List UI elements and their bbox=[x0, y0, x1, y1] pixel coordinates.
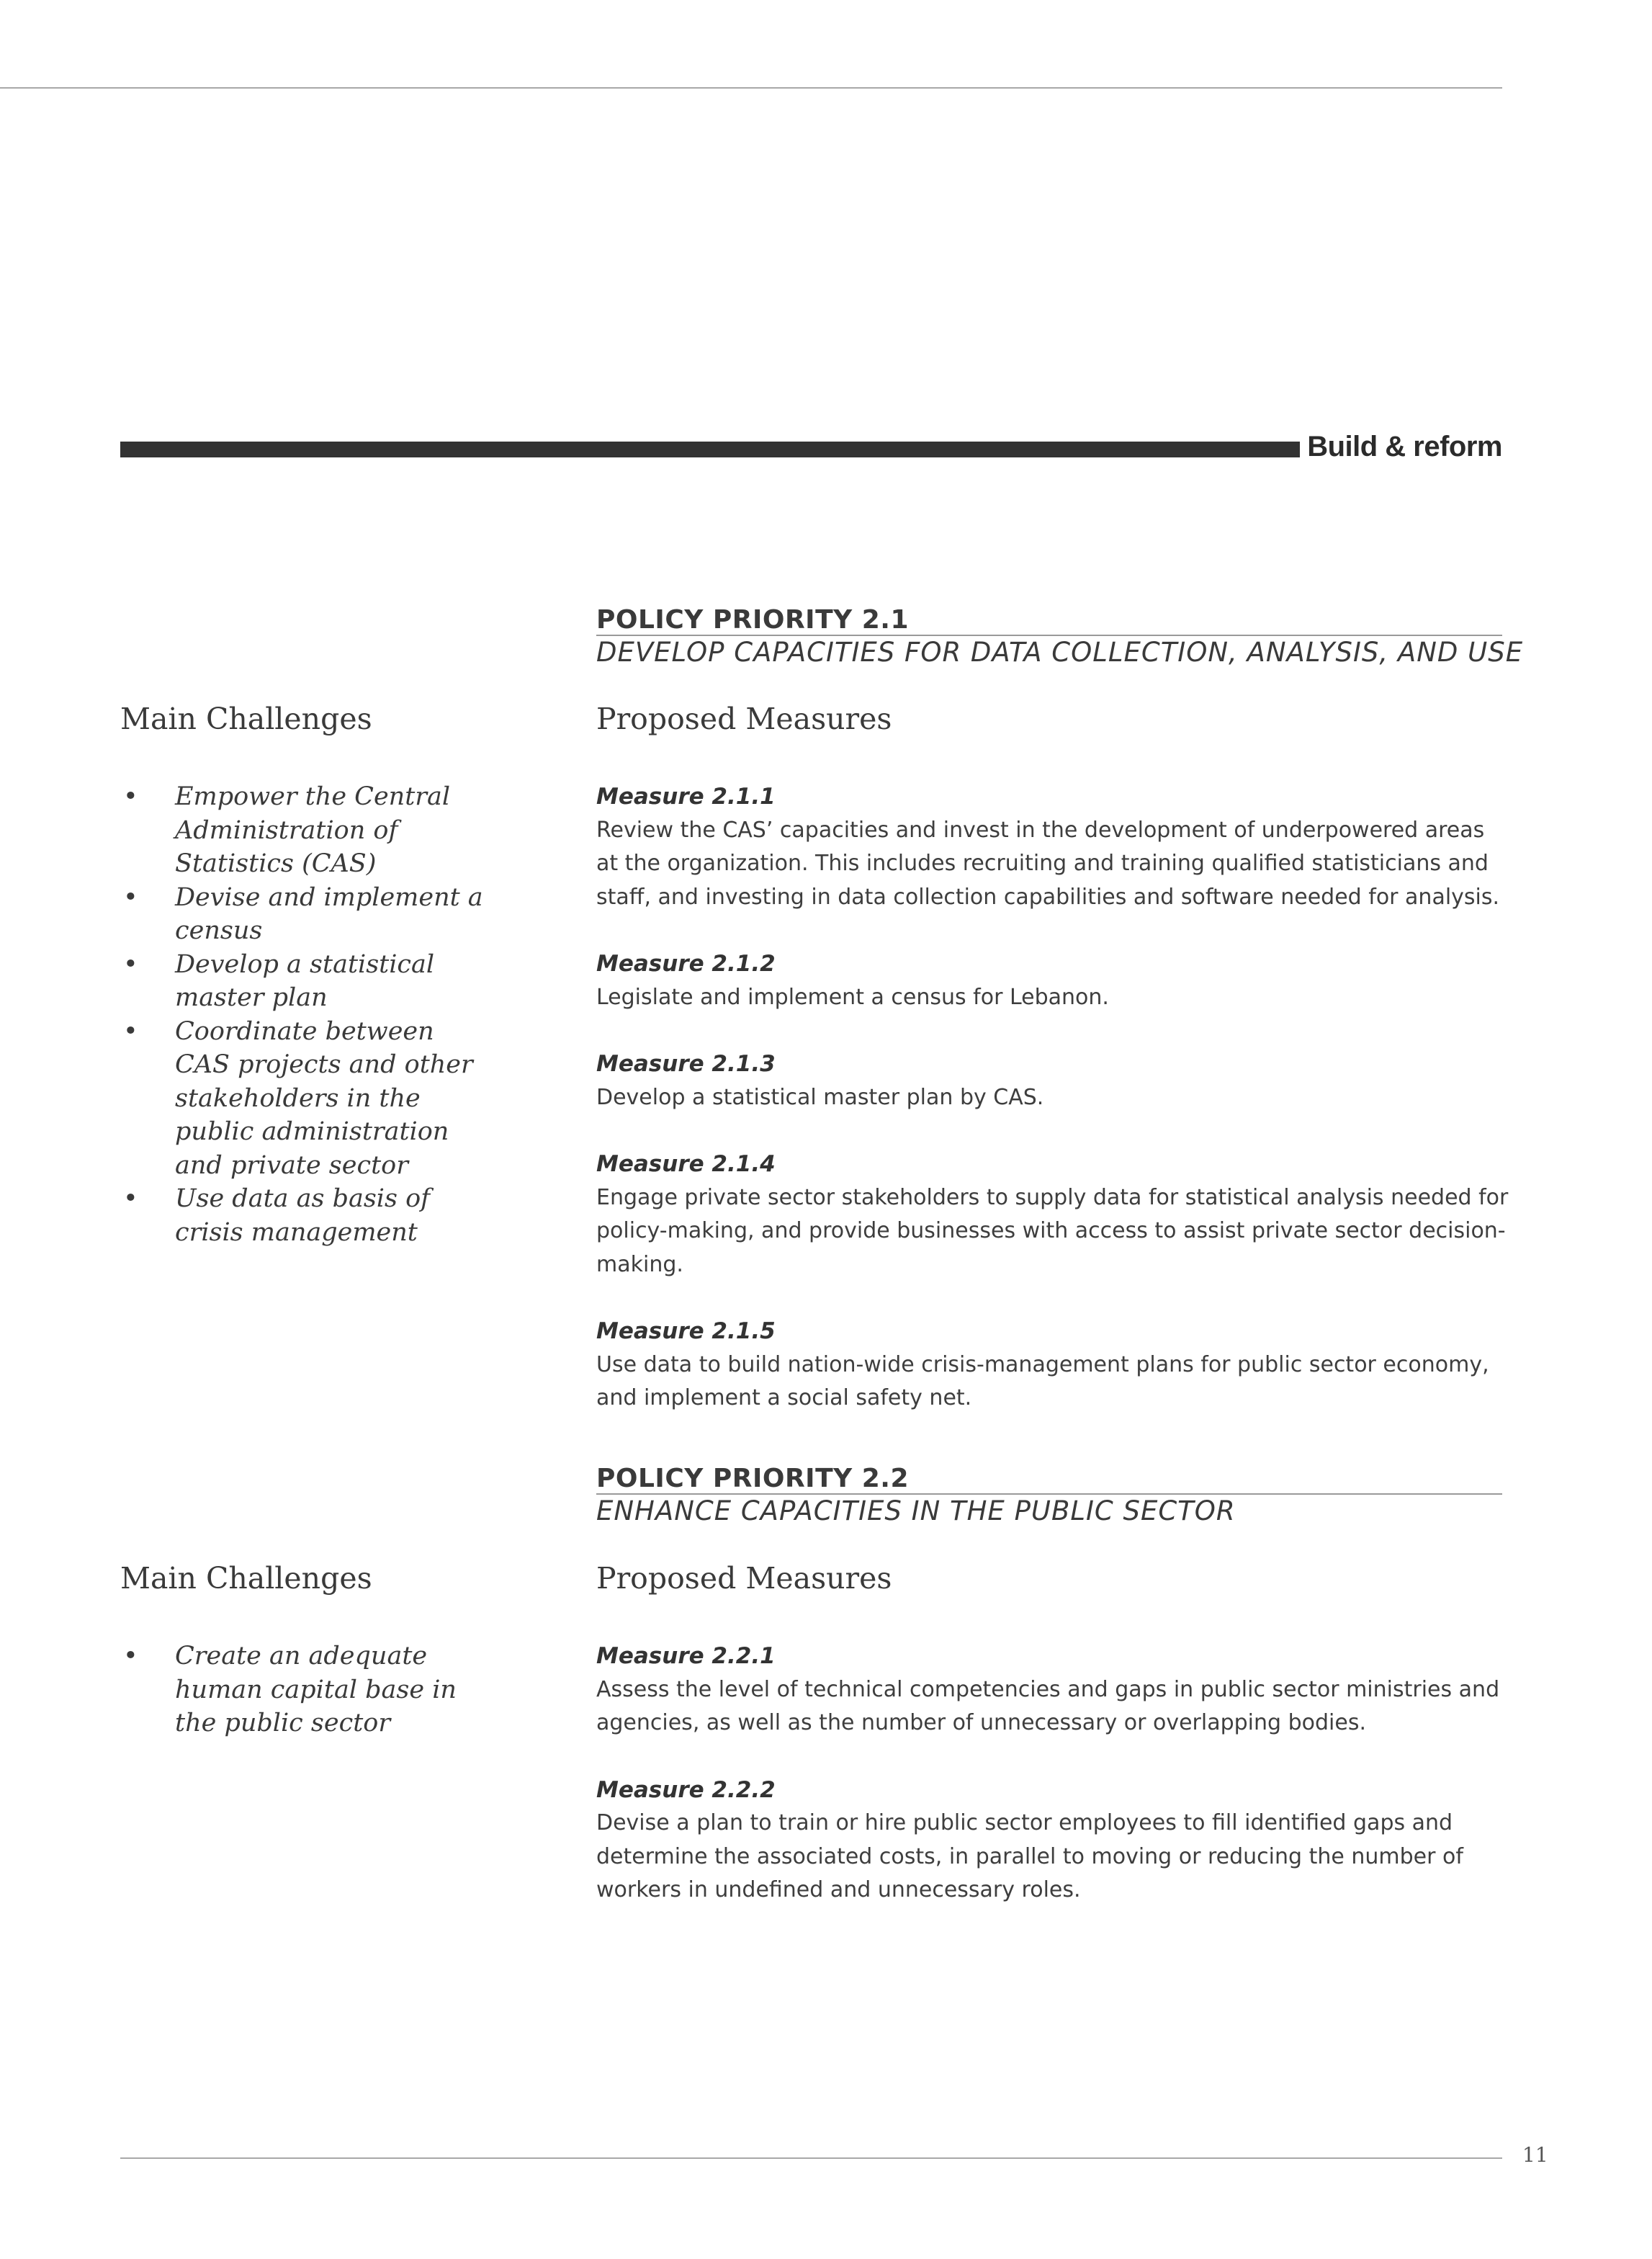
policy-priority-title: POLICY PRIORITY 2.1 bbox=[596, 605, 909, 635]
challenge-item: • Use data as basis of crisis management bbox=[120, 1182, 495, 1249]
measure-title: Measure 2.1.2 bbox=[596, 951, 776, 977]
policy-priority-subtitle: ENHANCE CAPACITIES IN THE PUBLIC SECTOR bbox=[596, 1495, 1236, 1526]
measure-item bbox=[596, 1315, 1511, 1415]
measures-list bbox=[596, 1640, 1511, 1941]
main-challenges-heading: Main Challenges bbox=[120, 702, 372, 736]
challenge-item: • Coordinate between CAS projects and other stakeholders in the public administration and private sector bbox=[120, 1015, 495, 1183]
bullet-icon: • bbox=[123, 1184, 138, 1213]
measure-text: Engage private sector stakeholders to supply data for statistical analysis needed for policy-making, and provide businesses with access to assist private sector decision-making. bbox=[596, 1184, 1509, 1277]
challenge-item: • Empower the Central Administration of Statistics (CAS) bbox=[120, 780, 495, 881]
measure-text: Assess the level of technical competencies and gaps in public sector ministries and agencies, as well as the number of unnecessary or overlapping bodies. bbox=[596, 1676, 1500, 1735]
measure-item bbox=[596, 1640, 1511, 1740]
bullet-icon: • bbox=[123, 949, 138, 979]
measure-title: Measure 2.2.1 bbox=[596, 1643, 776, 1669]
section-label: Build & reform bbox=[1307, 431, 1502, 462]
challenge-item: • Devise and implement a census bbox=[120, 881, 495, 948]
bullet-icon: • bbox=[123, 782, 138, 811]
measure-title: Measure 2.1.5 bbox=[596, 1318, 776, 1344]
policy-priority-subtitle: DEVELOP CAPACITIES FOR DATA COLLECTION, ANALYSIS, AND USE bbox=[596, 637, 1524, 668]
measure-title: Measure 2.1.3 bbox=[596, 1051, 776, 1077]
measure-text: Legislate and implement a census for Lebanon. bbox=[596, 984, 1109, 1010]
measure-text: Develop a statistical master plan by CAS. bbox=[596, 1084, 1044, 1110]
bullet-icon: • bbox=[123, 1642, 138, 1670]
measure-item bbox=[596, 780, 1511, 914]
measure-text: Devise a plan to train or hire public sector employees to fill identified gaps and determine the associated costs, in parallel to moving or reducing the number of workers in undefined and unnecessary roles. bbox=[596, 1810, 1463, 1902]
main-challenges-heading: Main Challenges bbox=[120, 1561, 372, 1596]
proposed-measures-heading: Proposed Measures bbox=[596, 1561, 892, 1596]
measure-title: Measure 2.1.4 bbox=[596, 1151, 776, 1177]
challenge-item: • Create an adequate human capital base in the public sector bbox=[120, 1640, 495, 1740]
section-band bbox=[120, 442, 1300, 457]
policy-priority-title: POLICY PRIORITY 2.2 bbox=[596, 1464, 909, 1493]
bottom-divider bbox=[120, 2157, 1502, 2159]
top-divider bbox=[0, 87, 1502, 89]
measure-item bbox=[596, 1047, 1511, 1114]
measure-text: Use data to build nation-wide crisis-management plans for public sector economy, and implement a social safety net. bbox=[596, 1351, 1489, 1410]
page-number: 11 bbox=[1522, 2143, 1548, 2167]
bullet-icon: • bbox=[123, 882, 138, 912]
measure-item bbox=[596, 1773, 1511, 1907]
measure-title: Measure 2.2.2 bbox=[596, 1776, 776, 1803]
measure-item bbox=[596, 1148, 1511, 1281]
proposed-measures-heading: Proposed Measures bbox=[596, 702, 892, 736]
challenges-list bbox=[120, 780, 495, 1249]
challenges-list bbox=[120, 1640, 495, 1740]
measures-list bbox=[596, 780, 1511, 1449]
challenge-item: • Develop a statistical master plan bbox=[120, 948, 495, 1015]
measure-text: Review the CAS’ capacities and invest in the development of underpowered areas at the organization. This includes recruiting and training qualified statisticians and staff, and investing in data collection capabilities and software needed for analysis. bbox=[596, 817, 1500, 910]
measure-title: Measure 2.1.1 bbox=[596, 784, 776, 810]
bullet-icon: • bbox=[123, 1016, 138, 1046]
measure-item bbox=[596, 947, 1511, 1014]
